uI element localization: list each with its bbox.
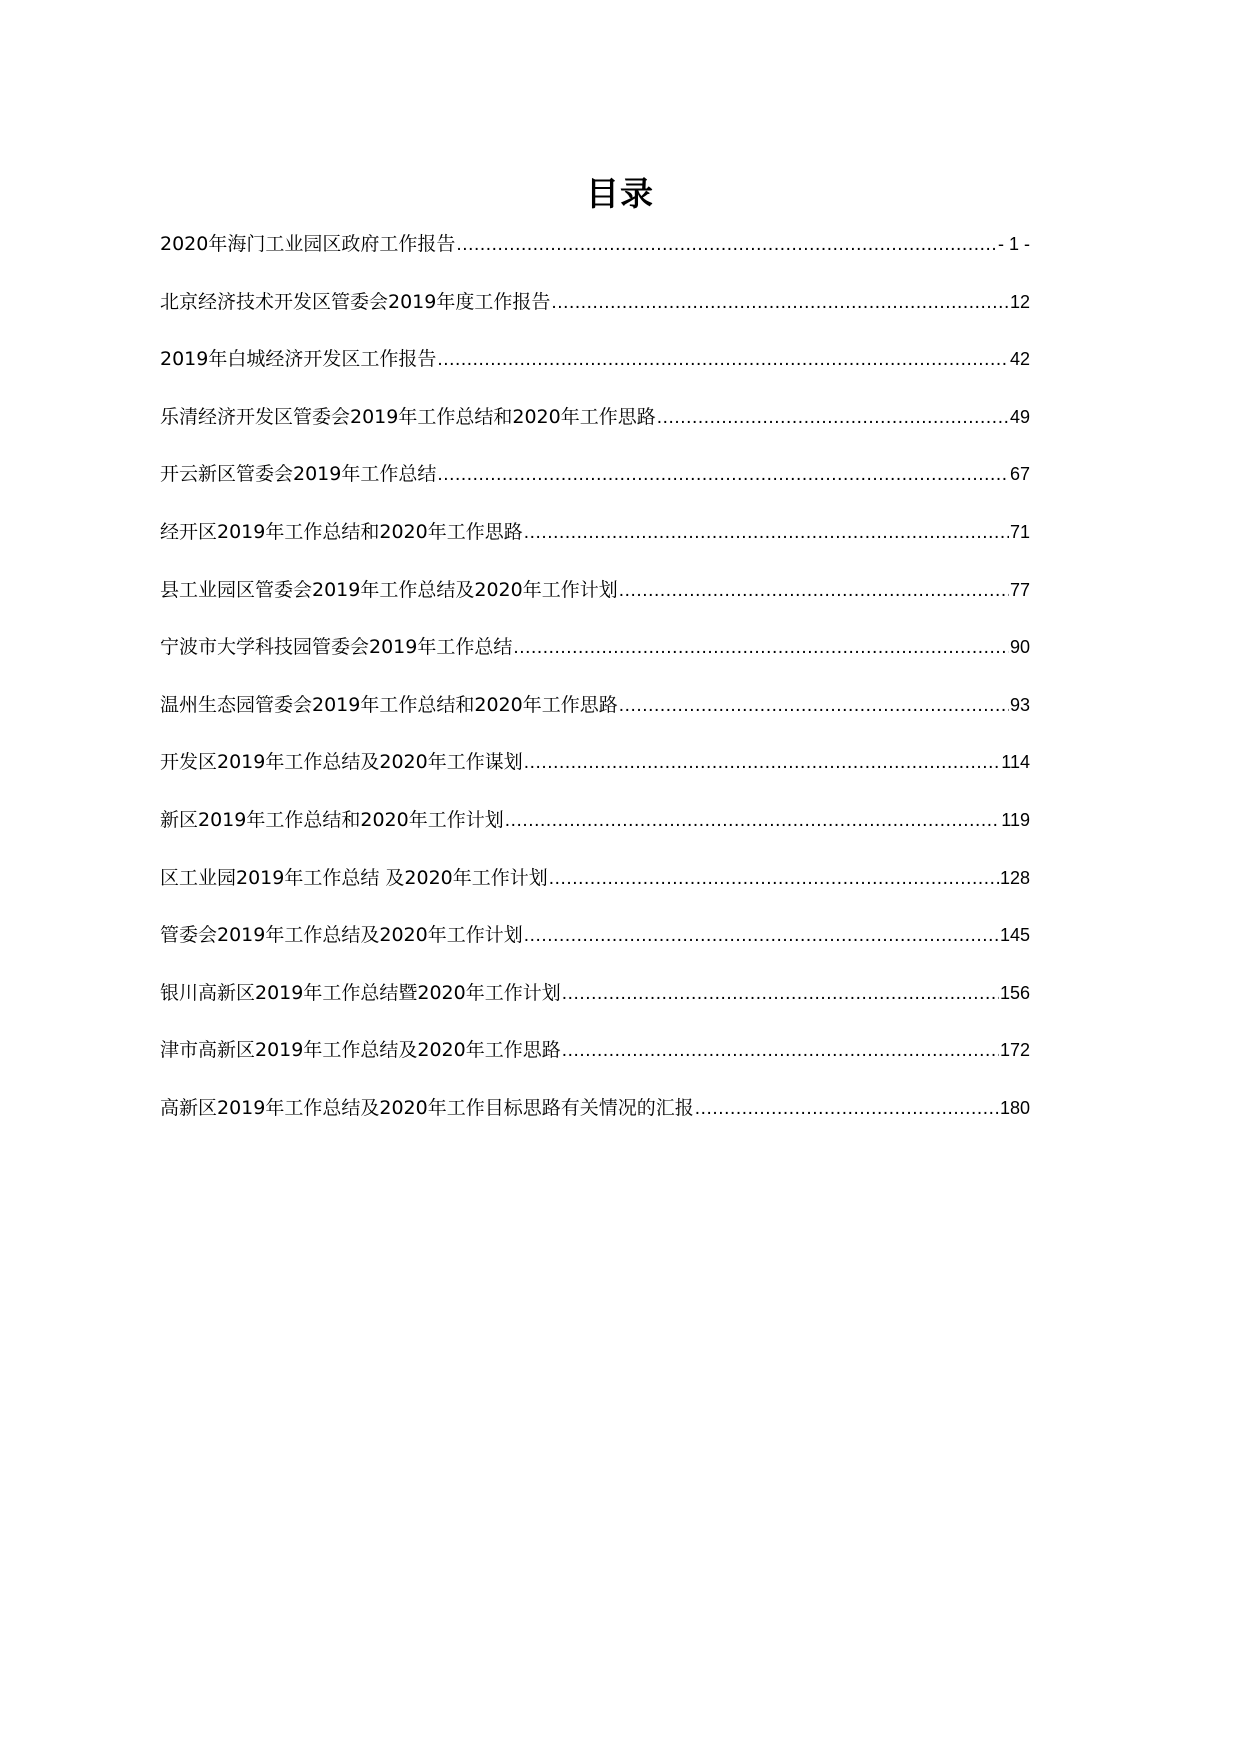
toc-entry-title: 北京经济技术开发区管委会2019年度工作报告 xyxy=(160,290,551,313)
toc-entry-title: 2019年白城经济开发区工作报告 xyxy=(160,348,437,371)
toc-dot-leader xyxy=(549,859,999,899)
toc-entry-title: 温州生态园管委会2019年工作总结和2020年工作思路 xyxy=(160,693,618,716)
toc-entry-page: 156 xyxy=(999,982,1030,1003)
toc-entry[interactable] xyxy=(160,915,1030,973)
toc-dot-leader xyxy=(524,743,1001,783)
toc-entry[interactable] xyxy=(160,742,1030,800)
toc-entry-title: 区工业园2019年工作总结 及2020年工作计划 xyxy=(160,866,548,889)
toc-entry-title: 管委会2019年工作总结及2020年工作计划 xyxy=(160,924,523,947)
toc-dot-leader xyxy=(657,398,1009,438)
toc-dot-leader xyxy=(437,455,1009,495)
toc-entry[interactable] xyxy=(160,454,1030,512)
toc-entry-title: 经开区2019年工作总结和2020年工作思路 xyxy=(160,520,523,543)
toc-entry-page: 49 xyxy=(1009,406,1030,427)
toc-entry-page: 67 xyxy=(1009,464,1030,485)
toc-entry-page: 77 xyxy=(1009,579,1030,600)
toc-dot-leader xyxy=(562,974,999,1014)
toc-dot-leader xyxy=(505,801,1001,841)
toc-entry-title: 县工业园区管委会2019年工作总结及2020年工作计划 xyxy=(160,578,618,601)
toc-entry[interactable] xyxy=(160,973,1030,1031)
toc-entry[interactable] xyxy=(160,224,1030,282)
toc-entry[interactable] xyxy=(160,627,1030,685)
toc-entry-title: 新区2019年工作总结和2020年工作计划 xyxy=(160,808,504,831)
toc-entry-page: 71 xyxy=(1009,521,1030,542)
toc-dot-leader xyxy=(551,283,1009,323)
toc-entry-title: 高新区2019年工作总结及2020年工作目标思路有关情况的汇报 xyxy=(160,1096,694,1119)
table-of-contents xyxy=(160,224,1030,1146)
toc-entry-title: 2020年海门工业园区政府工作报告 xyxy=(160,233,456,255)
toc-entry[interactable] xyxy=(160,397,1030,455)
toc-entry-page: 114 xyxy=(1001,752,1030,773)
toc-dot-leader xyxy=(513,628,1009,668)
toc-entry-title: 津市高新区2019年工作总结及2020年工作思路 xyxy=(160,1039,561,1062)
toc-dot-leader xyxy=(456,225,997,265)
toc-entry[interactable] xyxy=(160,1030,1030,1088)
toc-entry-title: 银川高新区2019年工作总结暨2020年工作计划 xyxy=(160,981,561,1004)
toc-entry-title: 开发区2019年工作总结及2020年工作谋划 xyxy=(160,751,523,774)
toc-entry-page: 93 xyxy=(1009,694,1030,715)
toc-dot-leader xyxy=(619,686,1009,726)
toc-entry[interactable] xyxy=(160,685,1030,743)
toc-entry-page: 145 xyxy=(999,925,1030,946)
toc-entry-page: 119 xyxy=(1001,809,1030,830)
toc-entry-title: 宁波市大学科技园管委会2019年工作总结 xyxy=(160,636,513,659)
toc-entry[interactable] xyxy=(160,282,1030,340)
toc-entry[interactable] xyxy=(160,512,1030,570)
toc-heading: 目录 xyxy=(586,174,654,213)
toc-entry-page: 42 xyxy=(1009,349,1030,370)
toc-dot-leader xyxy=(562,1031,999,1071)
toc-entry-title: 乐清经济开发区管委会2019年工作总结和2020年工作思路 xyxy=(160,405,656,428)
toc-entry-page: - 1 - xyxy=(997,234,1030,254)
toc-entry-page: 172 xyxy=(999,1040,1030,1061)
toc-entry[interactable] xyxy=(160,858,1030,916)
toc-entry[interactable] xyxy=(160,570,1030,628)
toc-dot-leader xyxy=(524,916,999,956)
toc-entry-title: 开云新区管委会2019年工作总结 xyxy=(160,463,437,486)
toc-entry[interactable] xyxy=(160,800,1030,858)
toc-entry-page: 180 xyxy=(999,1097,1030,1118)
toc-entry-page: 12 xyxy=(1009,291,1030,312)
toc-entry-page: 90 xyxy=(1009,637,1030,658)
toc-dot-leader xyxy=(695,1089,999,1129)
toc-entry[interactable] xyxy=(160,1088,1030,1146)
toc-dot-leader xyxy=(437,340,1009,380)
toc-dot-leader xyxy=(524,513,1009,553)
toc-entry-page: 128 xyxy=(999,867,1030,888)
toc-dot-leader xyxy=(619,571,1009,611)
toc-entry[interactable] xyxy=(160,339,1030,397)
